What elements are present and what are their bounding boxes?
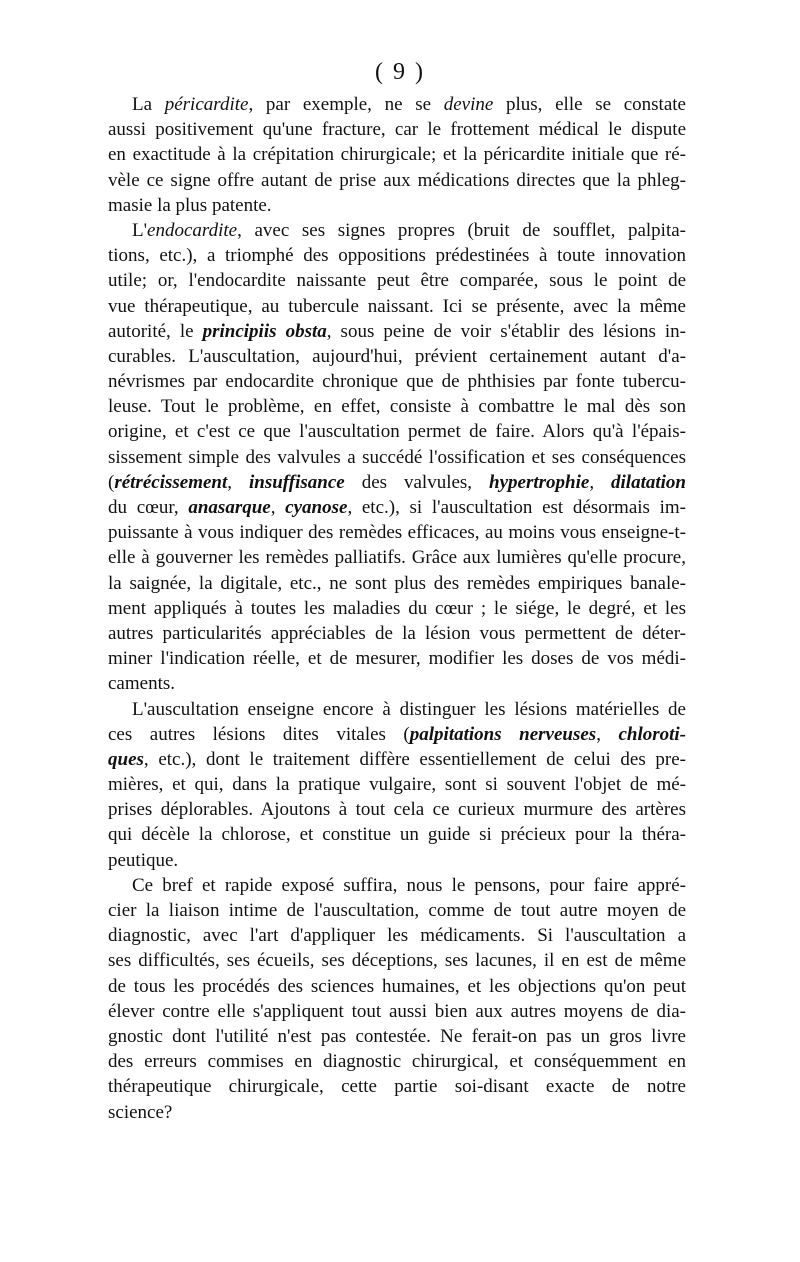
emphasized-text: ques [108,748,144,770]
text-run: L' [132,219,148,241]
text-line [108,697,686,722]
text-run: tions, etc.), a triomphé des oppositions prédestinées à toute innovation [108,245,686,267]
text-run: peutique. [108,849,179,871]
text-run: origine, et c'est ce que l'auscultation permet de faire. Alors qu'à l'épais- [108,421,686,443]
emphasized-text: péricardite [164,94,249,115]
text-line [108,596,686,621]
text-line [108,294,686,319]
text-run: de tous les procédés des sciences humaines, et les objections qu'on peut [108,975,686,997]
text-line [108,772,686,797]
text-line [108,319,686,344]
text-run: , [227,471,249,493]
text-run: L'auscultation enseigne encore à distinguer les lésions matérielles de [132,698,686,720]
emphasized-text: hypertrophie [489,471,590,493]
text-run: qui décèle la chlorose, et constitue un guide si précieux pour la théra- [108,824,686,846]
text-line [108,974,686,999]
text-line [108,646,686,671]
text-run: la saignée, la digitale, etc., ne sont plus des remèdes empiriques banale- [108,572,686,594]
text-run: masie la plus patente. [108,194,272,216]
text-run: , [589,471,612,493]
text-run: diagnostic, avec l'art d'appliquer les médicaments. Si l'auscultation a [108,925,686,947]
text-line [108,168,686,193]
text-line [108,873,686,898]
text-line [108,1100,686,1125]
text-run: utile; or, l'endocardite naissante peut être comparée, sous le point de [108,270,686,292]
text-run: autorité, le [108,320,203,342]
text-run: , par exemple, ne se [248,94,444,115]
text-run: , etc.), si l'auscultation est désormais im- [347,497,687,518]
text-line [108,999,686,1024]
text-line [108,470,686,495]
text-run: , avec ses signes propres (bruit de soufflet, palpita- [237,219,686,241]
text-run: caments. [108,673,176,695]
text-line [108,923,686,948]
text-run: , etc.), dont le traitement diffère essentiellement de celui des pre- [143,748,686,770]
text-line [108,218,686,243]
text-line [108,671,686,696]
text-run: , sous peine de voir s'établir des lésions in- [326,320,686,342]
text-line [108,822,686,847]
text-run: en exactitude à la crépitation chirurgicale; et la péricardite initiale que ré- [108,144,686,166]
text-run: puissante à vous indiquer des remèdes efficaces, au moins vous enseigne-t- [108,522,686,544]
text-run: leuse. Tout le problème, en effet, consiste à combattre le mal dès son [108,396,686,418]
text-line [108,369,686,394]
emphasized-text: insuffisance [248,471,345,493]
text-run: elle à gouverner les remèdes palliatifs. Grâce aux lumières qu'elle procure, [108,547,686,569]
emphasized-text: dilatation [611,471,686,493]
text-line [108,394,686,419]
text-run: mières, et qui, dans la pratique vulgaire, sont si souvent l'objet de mé- [108,774,686,796]
emphasized-text: palpitations nerveuses [409,723,597,745]
text-run: vèle ce signe offre autant de prise aux médications directes que la phleg- [108,169,686,191]
text-run: science? [108,1101,173,1123]
text-line [108,419,686,444]
paragraph [108,873,686,1125]
text-line [108,344,686,369]
text-run: cier la liaison intime de l'auscultation, comme de tout autre moyen de [108,900,686,921]
text-line [108,1049,686,1074]
text-run: du cœur, [108,497,189,518]
text-line [108,193,686,218]
body-text [108,92,686,1125]
emphasized-text: chloroti- [618,723,687,745]
text-run: prises déplorables. Ajoutons à tout cela ce curieux murmure des artères [108,799,686,821]
text-line [108,898,686,923]
text-line [108,797,686,822]
text-run: ment appliqués à toutes les maladies du cœur ; le siége, le degré, et les [108,597,686,619]
text-run: ces autres lésions dites vitales ( [108,723,410,745]
text-line [108,117,686,142]
text-line [108,495,686,520]
text-run: ( [108,471,115,493]
text-line [108,445,686,470]
text-run: miner l'indication réelle, et de mesurer, modifier les doses de vos médi- [108,648,686,670]
text-line [108,243,686,268]
paragraph [108,697,686,873]
text-line [108,520,686,545]
text-run: curables. L'auscultation, aujourd'hui, prévient certainement autant d'a- [108,345,686,367]
paragraph [108,218,686,697]
text-run: des erreurs commises en diagnostic chirurgical, et conséquemment en [108,1051,686,1073]
text-run: des valvules, [344,471,490,493]
text-line [108,92,686,117]
text-line [108,722,686,747]
emphasized-text: rétrécissement [114,471,228,493]
text-run: , [270,497,286,518]
emphasized-text: principiis obsta [202,320,327,342]
text-run: ses difficultés, ses écueils, ses déceptions, ses lacunes, il en est de même [108,950,686,972]
text-line [108,848,686,873]
text-line [108,142,686,167]
text-run: sissement simple des valvules a succédé l'ossification et ses conséquences [108,446,686,468]
text-run: autres particularités appréciables de la lésion vous permettent de déter- [108,622,686,644]
emphasized-text: endocardite [147,219,238,241]
text-run: thérapeutique chirurgicale, cette partie soi-disant exacte de notre [108,1076,686,1098]
text-line [108,268,686,293]
text-line [108,747,686,772]
text-line [108,948,686,973]
text-run: élever contre elle s'appliquent tout aussi bien aux autres moyens de dia- [108,1000,686,1022]
text-run: Ce bref et rapide exposé suffira, nous le pensons, pour faire appré- [132,874,686,896]
text-run: , [596,723,619,745]
text-line [108,545,686,570]
page-number: ( 9 ) [375,59,425,85]
text-run: plus, elle se constate [493,94,686,115]
text-run: aussi positivement qu'une fracture, car le frottement médical le dispute [108,119,686,141]
text-run: vue thérapeutique, au tubercule naissant. Ici se présente, avec la même [108,295,686,317]
text-line [108,621,686,646]
text-line [108,1024,686,1049]
text-run: gnostic dont l'utilité n'est pas contestée. Ne ferait-on pas un gros livre [108,1025,686,1047]
text-line [108,1074,686,1099]
paragraph [108,92,686,218]
text-run: La [132,94,165,115]
text-line [108,571,686,596]
text-run: névrismes par endocardite chronique que de phthisies par fonte tubercu- [108,371,686,393]
emphasized-text: cyanose [285,497,348,518]
emphasized-text: devine [443,94,494,115]
emphasized-text: anasarque [188,497,271,518]
